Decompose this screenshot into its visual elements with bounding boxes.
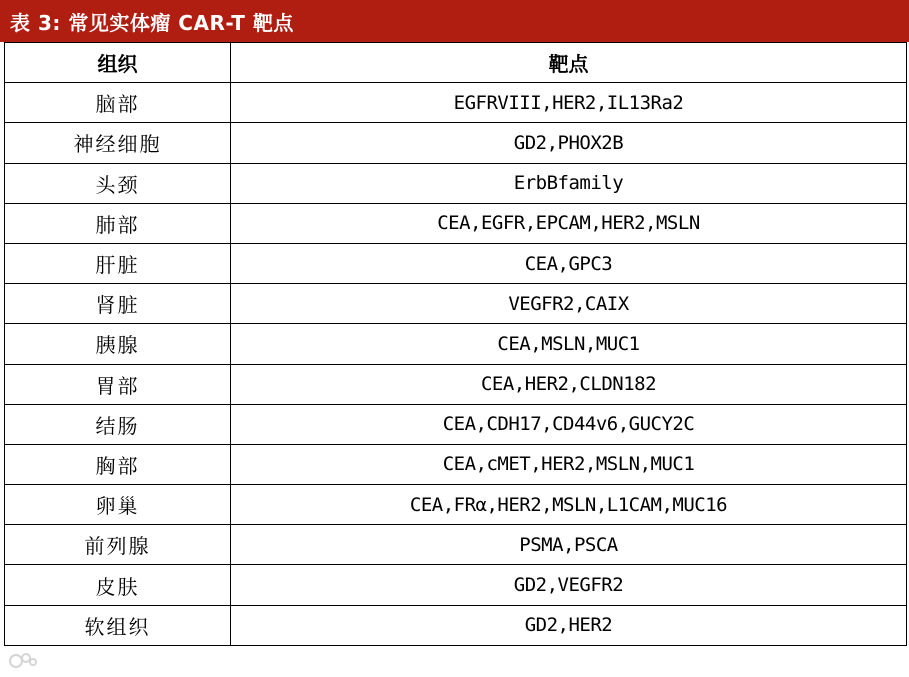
table-row: [5, 485, 907, 525]
tissue-cell: 胰腺: [5, 324, 231, 364]
targets-cell: EGFRVIII,HER2,IL13Ra2: [231, 83, 907, 123]
table-row: [5, 565, 907, 605]
targets-cell: VEGFR2,CAIX: [231, 284, 907, 324]
targets-cell: CEA,HER2,CLDN182: [231, 364, 907, 404]
table-row: [5, 83, 907, 123]
table-title-bar: [0, 0, 909, 42]
tissue-cell: 胸部: [5, 444, 231, 484]
tissue-cell: 头颈: [5, 163, 231, 203]
targets-cell: CEA,FRα,HER2,MSLN,L1CAM,MUC16: [231, 485, 907, 525]
table-row: [5, 444, 907, 484]
watermark: [8, 649, 42, 671]
tissue-cell: 卵巢: [5, 485, 231, 525]
table-row: [5, 243, 907, 283]
tissue-cell: 皮肤: [5, 565, 231, 605]
tissue-cell: 前列腺: [5, 525, 231, 565]
targets-table: [4, 42, 907, 646]
column-header-targets: 靶点: [231, 43, 907, 83]
tissue-cell: 肾脏: [5, 284, 231, 324]
table-header-row: [5, 43, 907, 83]
targets-cell: ErbBfamily: [231, 163, 907, 203]
table-row: [5, 525, 907, 565]
column-header-tissue: 组织: [5, 43, 231, 83]
watermark-logo-icon: [8, 649, 38, 671]
targets-cell: CEA,cMET,HER2,MSLN,MUC1: [231, 444, 907, 484]
tissue-cell: 软组织: [5, 605, 231, 645]
table-title: 表 3: 常见实体瘤 CAR-T 靶点: [10, 10, 294, 35]
targets-cell: CEA,EGFR,EPCAM,HER2,MSLN: [231, 203, 907, 243]
tissue-cell: 结肠: [5, 404, 231, 444]
table-row: [5, 324, 907, 364]
tissue-cell: 胃部: [5, 364, 231, 404]
tissue-cell: 肺部: [5, 203, 231, 243]
table-row: [5, 404, 907, 444]
table-row: [5, 163, 907, 203]
targets-cell: GD2,PHOX2B: [231, 123, 907, 163]
tissue-cell: 脑部: [5, 83, 231, 123]
targets-cell: CEA,MSLN,MUC1: [231, 324, 907, 364]
table-row: [5, 123, 907, 163]
table-row: [5, 203, 907, 243]
table-row: [5, 284, 907, 324]
targets-cell: PSMA,PSCA: [231, 525, 907, 565]
table-row: [5, 605, 907, 645]
targets-cell: GD2,VEGFR2: [231, 565, 907, 605]
tissue-cell: 神经细胞: [5, 123, 231, 163]
table-row: [5, 364, 907, 404]
targets-cell: GD2,HER2: [231, 605, 907, 645]
targets-cell: CEA,CDH17,CD44v6,GUCY2C: [231, 404, 907, 444]
tissue-cell: 肝脏: [5, 243, 231, 283]
targets-cell: CEA,GPC3: [231, 243, 907, 283]
